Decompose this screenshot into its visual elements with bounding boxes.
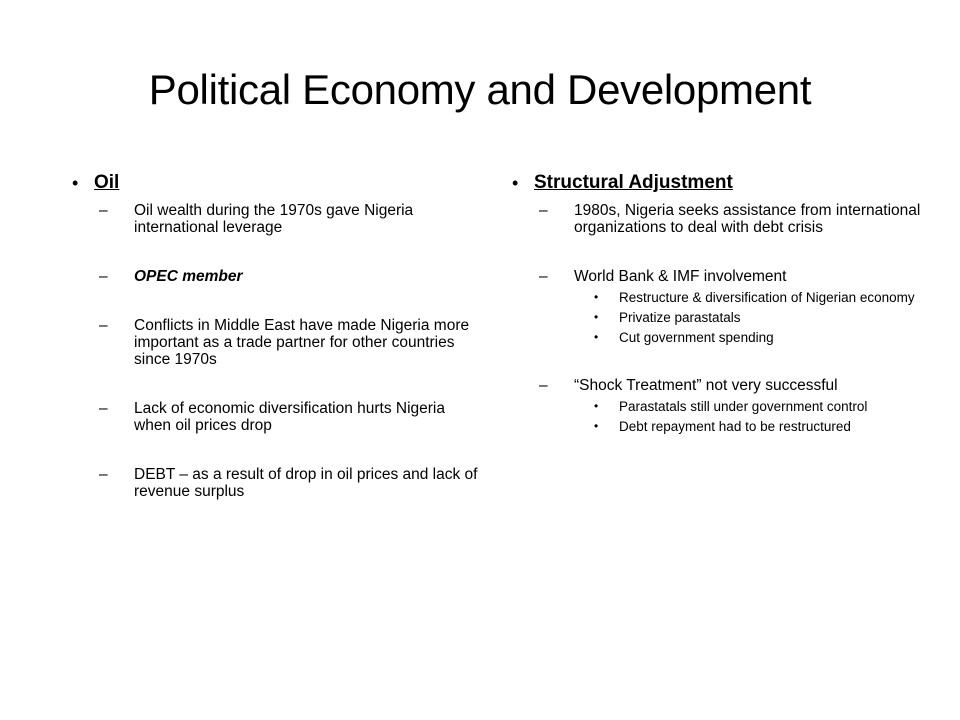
sub-point xyxy=(512,202,922,236)
slide-title: Political Economy and Development xyxy=(148,66,812,113)
sub-point-text: “Shock Treatment” not very successful xyxy=(574,377,838,394)
sub-point xyxy=(512,377,922,394)
sub-point xyxy=(72,268,482,285)
dash-icon: – xyxy=(539,377,548,394)
nested-point xyxy=(512,310,922,325)
left-column xyxy=(72,170,482,500)
bullet-icon: • xyxy=(72,173,79,193)
bullet-icon: • xyxy=(512,173,519,193)
right-column xyxy=(512,170,922,434)
nested-point xyxy=(512,290,922,305)
bullet-icon: • xyxy=(594,399,599,413)
sub-point xyxy=(72,400,482,434)
nested-point xyxy=(512,399,922,414)
bullet-icon: • xyxy=(594,310,599,324)
nested-point-text: Parastatals still under government control xyxy=(619,399,868,414)
sub-point xyxy=(512,268,922,285)
bullet-icon: • xyxy=(594,330,599,344)
nested-point-text: Privatize parastatals xyxy=(619,310,741,325)
heading-text: Oil xyxy=(94,172,120,193)
sub-point xyxy=(72,317,482,368)
dash-icon: – xyxy=(539,268,548,285)
nested-point-text: Cut government spending xyxy=(619,330,774,345)
bullet-icon: • xyxy=(594,419,599,433)
structural-adjustment-heading xyxy=(512,170,922,196)
dash-icon: – xyxy=(99,268,108,285)
heading-text: Structural Adjustment xyxy=(534,172,733,193)
dash-icon: – xyxy=(539,202,548,219)
sub-point-text: Conflicts in Middle East have made Nigeria more important as a trade partner for other countries since 1970s xyxy=(134,317,470,368)
oil-heading xyxy=(72,170,482,196)
sub-point xyxy=(72,202,482,236)
dash-icon: – xyxy=(99,317,108,334)
dash-icon: – xyxy=(99,400,108,417)
sub-point-text: 1980s, Nigeria seeks assistance from international organizations to deal with debt crisis xyxy=(574,202,921,236)
bullet-icon: • xyxy=(594,290,599,304)
nested-point-text: Debt repayment had to be restructured xyxy=(619,419,851,434)
sub-point-text: World Bank & IMF involvement xyxy=(574,268,787,285)
sub-point-text: Oil wealth during the 1970s gave Nigeria international leverage xyxy=(134,202,414,236)
sub-point-text: OPEC member xyxy=(134,268,243,285)
nested-point-text: Restructure & diversification of Nigerian economy xyxy=(619,290,915,305)
nested-point xyxy=(512,419,922,434)
dash-icon: – xyxy=(99,202,108,219)
dash-icon: – xyxy=(99,466,108,483)
nested-point xyxy=(512,330,922,345)
sub-point-text: Lack of economic diversification hurts Nigeria when oil prices drop xyxy=(134,400,445,434)
sub-point xyxy=(72,466,482,500)
sub-point-text: DEBT – as a result of drop in oil prices and lack of revenue surplus xyxy=(134,466,478,500)
